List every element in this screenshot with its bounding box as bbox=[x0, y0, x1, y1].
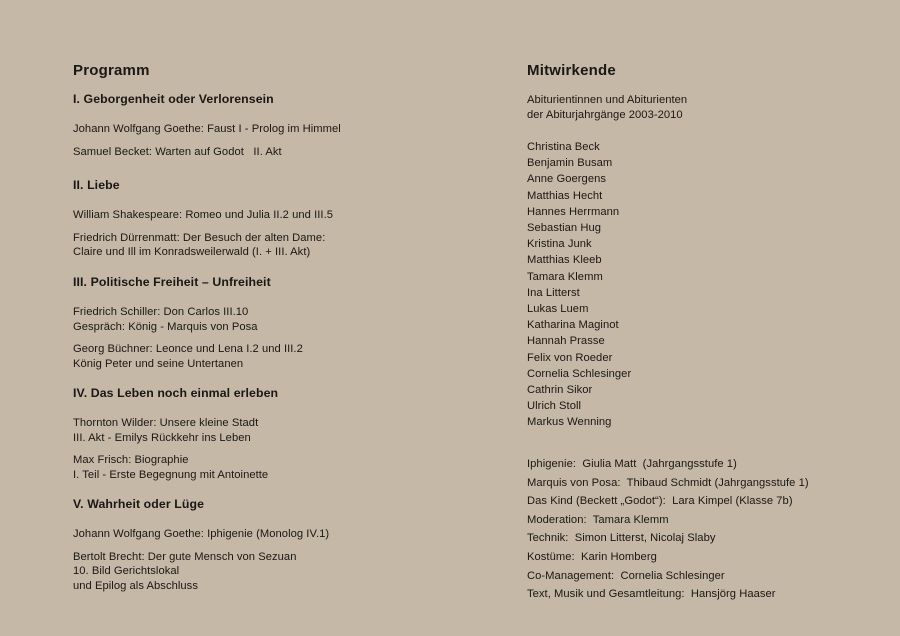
participant-name: Tamara Klemm bbox=[527, 270, 603, 283]
program-entry bbox=[73, 122, 493, 137]
program-section-entries bbox=[73, 416, 493, 482]
program-section bbox=[73, 386, 493, 482]
participant-role-line: Text, Musik und Gesamtleitung: Hansjörg Haaser bbox=[527, 588, 776, 601]
program-entry bbox=[73, 145, 493, 160]
participants-intro-line: der Abiturjahrgänge 2003-2010 bbox=[527, 108, 683, 121]
program-entry bbox=[73, 231, 493, 260]
program-entry bbox=[73, 453, 493, 482]
participant-role-line: Moderation: Tamara Klemm bbox=[527, 513, 669, 526]
participant-name: Cathrin Sikor bbox=[527, 384, 593, 397]
participant-name: Christina Beck bbox=[527, 141, 600, 153]
program-entry bbox=[73, 342, 493, 371]
participants-intro bbox=[527, 93, 687, 122]
program-section bbox=[73, 275, 493, 371]
participant-name: Matthias Hecht bbox=[527, 189, 603, 202]
program-entry bbox=[73, 416, 493, 445]
program-entry-line: und Epilog als Abschluss bbox=[73, 579, 198, 592]
program-section-heading: II. Liebe bbox=[73, 178, 120, 192]
program-section-entries bbox=[73, 122, 493, 159]
participant-name: Matthias Kleeb bbox=[527, 254, 602, 267]
program-entry-line: Johann Wolfgang Goethe: Faust I - Prolog im Himmel bbox=[73, 123, 341, 135]
program-entry-line: Johann Wolfgang Goethe: Iphigenie (Monolog IV.1) bbox=[73, 528, 330, 540]
program-section-entries bbox=[73, 527, 493, 593]
program-entry-line: Gespräch: König - Marquis von Posa bbox=[73, 320, 258, 333]
participant-role-line: Technik: Simon Litterst, Nicolaj Slaby bbox=[527, 532, 716, 545]
program-entry-line: Friedrich Dürrenmatt: Der Besuch der alten Dame: bbox=[73, 231, 326, 244]
participant-name: Anne Goergens bbox=[527, 173, 607, 186]
participant-name: Lukas Luem bbox=[527, 303, 589, 316]
program-heading: Programm bbox=[73, 62, 150, 79]
program-section-entries bbox=[73, 305, 493, 371]
participant-role-line: Das Kind (Beckett „Godot“): Lara Kimpel (Klasse 7b) bbox=[527, 495, 793, 508]
program-entry bbox=[73, 305, 493, 334]
participants-name-list bbox=[527, 139, 631, 431]
program-entry-line: III. Akt - Emilys Rückkehr ins Leben bbox=[73, 431, 251, 444]
program-section-heading: V. Wahrheit oder Lüge bbox=[73, 497, 205, 511]
participant-name: Katharina Maginot bbox=[527, 319, 619, 332]
participants-heading: Mitwirkende bbox=[527, 62, 616, 79]
participants-intro-line: Abiturientinnen und Abiturienten bbox=[527, 94, 688, 106]
participant-name: Ina Litterst bbox=[527, 286, 580, 299]
participant-name: Kristina Junk bbox=[527, 238, 592, 251]
participant-name: Cornelia Schlesinger bbox=[527, 367, 632, 380]
participants-roles-list bbox=[527, 455, 809, 604]
program-entry bbox=[73, 208, 493, 223]
participant-role-line: Co-Management: Cornelia Schlesinger bbox=[527, 569, 725, 582]
participant-name: Benjamin Busam bbox=[527, 157, 613, 170]
program-entry-line: Samuel Becket: Warten auf Godot II. Akt bbox=[73, 145, 282, 158]
participant-name: Sebastian Hug bbox=[527, 222, 602, 235]
program-entry-line: Claire und Ill im Konradsweilerwald (I. + III. Akt) bbox=[73, 246, 311, 258]
program-entry-line: 10. Bild Gerichtslokal bbox=[73, 565, 180, 577]
participant-role-line: Marquis von Posa: Thibaud Schmidt (Jahrgangsstufe 1) bbox=[527, 476, 809, 489]
program-entry-line: Georg Büchner: Leonce und Lena I.2 und III.2 bbox=[73, 343, 303, 355]
participant-role-line: Kostüme: Karin Homberg bbox=[527, 550, 657, 563]
program-section-heading: IV. Das Leben noch einmal erleben bbox=[73, 386, 279, 400]
participant-name: Ulrich Stoll bbox=[527, 400, 582, 413]
program-section bbox=[73, 497, 493, 593]
program-entry-line: I. Teil - Erste Begegnung mit Antoinette bbox=[73, 468, 269, 481]
program-entry-line: König Peter und seine Untertanen bbox=[73, 357, 244, 370]
program-entry-line: Max Frisch: Biographie bbox=[73, 454, 189, 466]
participant-role-line: Iphigenie: Giulia Matt (Jahrgangsstufe 1) bbox=[527, 458, 737, 470]
program-section-heading: I. Geborgenheit oder Verlorensein bbox=[73, 92, 274, 106]
program-entry-line: Thornton Wilder: Unsere kleine Stadt bbox=[73, 417, 259, 429]
program-entry bbox=[73, 527, 493, 542]
participant-name: Hannah Prasse bbox=[527, 335, 605, 348]
program-entry bbox=[73, 550, 493, 594]
participant-name: Felix von Roeder bbox=[527, 351, 613, 364]
program-section-entries bbox=[73, 208, 493, 260]
participant-name: Markus Wenning bbox=[527, 416, 612, 429]
program-section bbox=[73, 92, 493, 159]
program-section bbox=[73, 178, 493, 260]
program-entry-line: Friedrich Schiller: Don Carlos III.10 bbox=[73, 306, 249, 318]
program-entry-line: William Shakespeare: Romeo und Julia II.2 und III.5 bbox=[73, 209, 333, 221]
program-entry-line: Bertolt Brecht: Der gute Mensch von Sezuan bbox=[73, 550, 297, 563]
participant-name: Hannes Herrmann bbox=[527, 205, 620, 218]
program-section-heading: III. Politische Freiheit – Unfreiheit bbox=[73, 275, 271, 289]
